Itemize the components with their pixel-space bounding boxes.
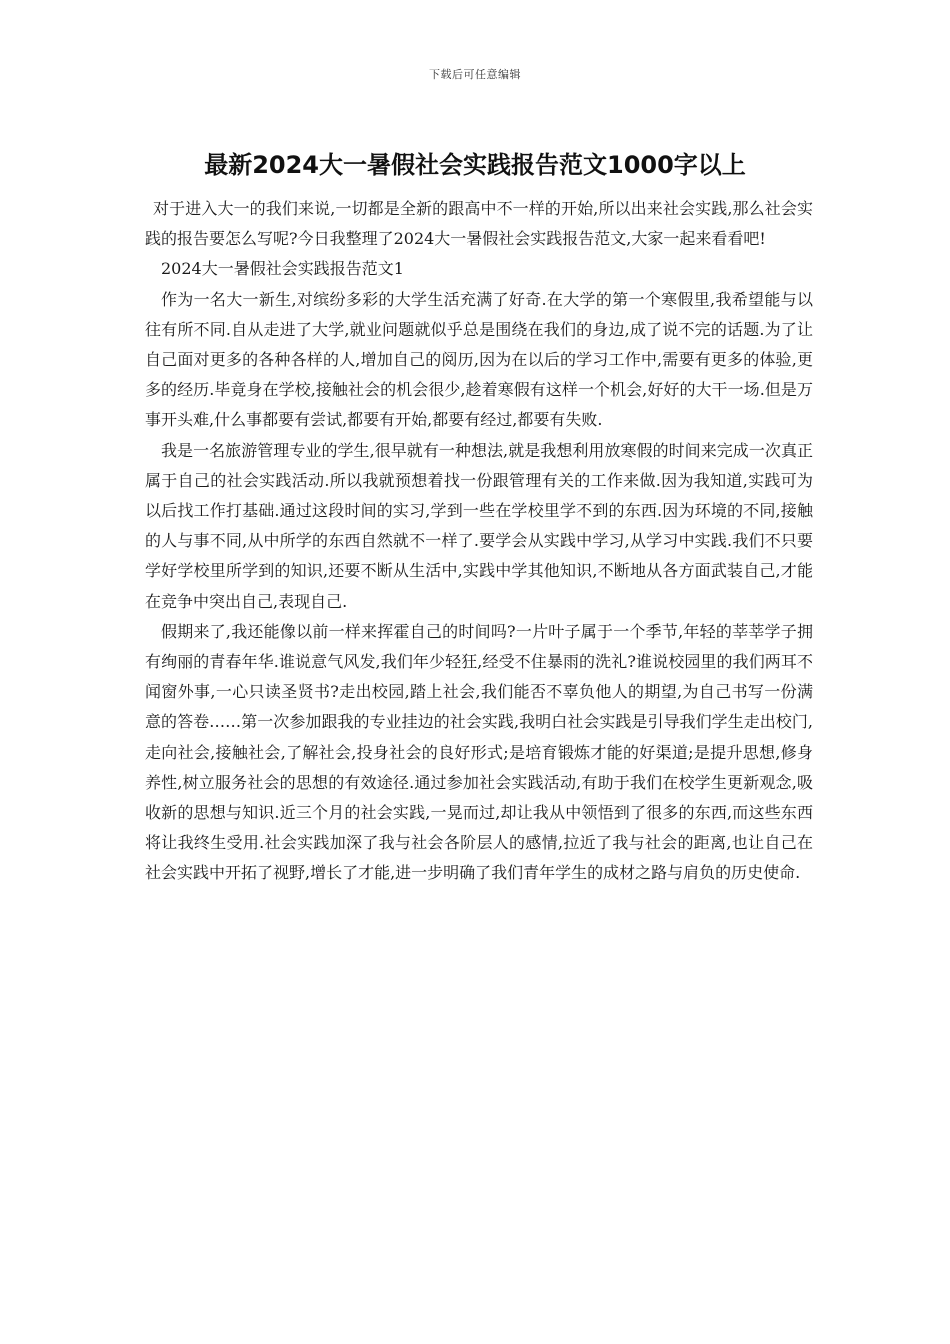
- header-note: 下载后可任意编辑: [429, 68, 521, 81]
- document-title: 最新2024大一暑假社会实践报告范文1000字以上: [204, 151, 746, 179]
- body-paragraph-2: 我是一名旅游管理专业的学生,很早就有一种想法,就是我想利用放寒假的时间来完成一次真正属于自己的社会实践活动.所以我就预想着找一份跟管理有关的工作来做.因为我知道,实践可为以后找工作打基础.通过这段时间的实习,学到一些在学校里学不到的东西.因为环境的不同,接触的人与事不同,从中所学的东西自然就不一样了.要学会从实践中学习,从学习中实践.我们不只要学好学校里所学到的知识,还要不断从生活中,实践中学其他知识,不断地从各方面武装自己,才能在竞争中突出自己,表现自己.: [145, 440, 813, 611]
- section-heading: 2024大一暑假社会实践报告范文1: [161, 259, 404, 279]
- body-paragraph-1: 作为一名大一新生,对缤纷多彩的大学生活充满了好奇.在大学的第一个寒假里,我希望能与以往有所不同.自从走进了大学,就业问题就似乎总是围绕在我们的身边,成了说不完的话题.为了让自己面对更多的各种各样的人,增加自己的阅历,因为在以后的学习工作中,需要有更多的体验,更多的经历.毕竟身在学校,接触社会的机会很少,趁着寒假有这样一个机会,好好的大干一场.但是万事开头难,什么事都要有尝试,都要有开始,都要有经过,都要有失败.: [145, 289, 813, 430]
- intro-paragraph: 对于进入大一的我们来说,一切都是全新的跟高中不一样的开始,所以出来社会实践,那么社会实践的报告要怎么写呢?今日我整理了2024大一暑假社会实践报告范文,大家一起来看看吧!: [145, 199, 813, 249]
- body-paragraph-3: 假期来了,我还能像以前一样来挥霍自己的时间吗?一片叶子属于一个季节,年轻的莘莘学子拥有绚丽的青春年华.谁说意气风发,我们年少轻狂,经受不住暴雨的洗礼?谁说校园里的我们两耳不闻窗外事,一心只读圣贤书?走出校园,踏上社会,我们能否不辜负他人的期望,为自己书写一份满意的答卷……第一次参加跟我的专业挂边的社会实践,我明白社会实践是引导我们学生走出校门,走向社会,接触社会,了解社会,投身社会的良好形式;是培育锻炼才能的好渠道;是提升思想,修身养性,树立服务社会的思想的有效途径.通过参加社会实践活动,有助于我们在校学生更新观念,吸收新的思想与知识.近三个月的社会实践,一晃而过,却让我从中领悟到了很多的东西,而这些东西将让我终生受用.社会实践加深了我与社会各阶层人的感情,拉近了我与社会的距离,也让自己在社会实践中开拓了视野,增长了才能,进一步明确了我们青年学生的成材之路与肩负的历史使命.: [145, 621, 813, 883]
- document-body: [145, 194, 813, 889]
